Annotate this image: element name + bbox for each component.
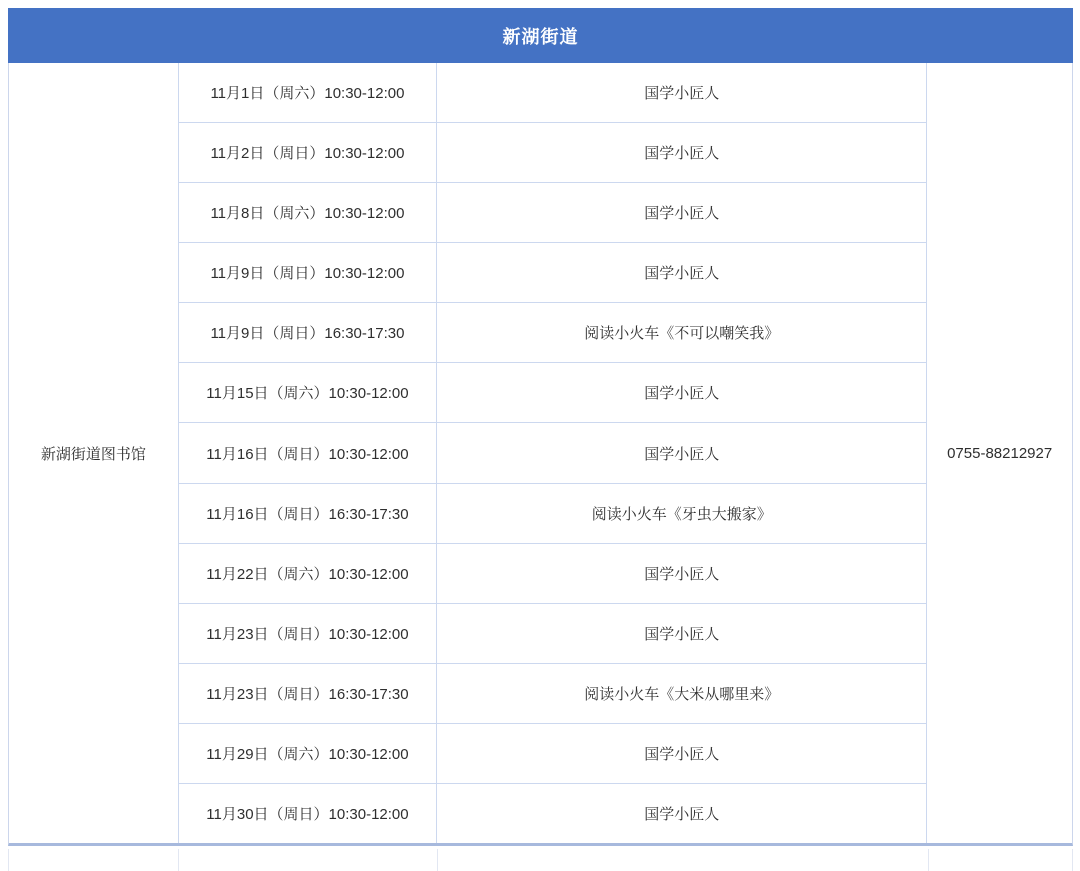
activity-cell: 国学小匠人 bbox=[437, 183, 926, 243]
next-section-partial-row bbox=[8, 849, 1073, 871]
section-title: 新湖街道 bbox=[502, 26, 579, 47]
datetime-cell: 11月9日（周日）16:30-17:30 bbox=[179, 303, 437, 363]
column-divider bbox=[437, 849, 438, 871]
datetime-cell: 11月16日（周日）16:30-17:30 bbox=[179, 484, 437, 544]
activity-cell: 国学小匠人 bbox=[437, 724, 926, 784]
phone-label: 0755-88212927 bbox=[947, 444, 1053, 462]
datetime-cell: 11月22日（周六）10:30-12:00 bbox=[179, 544, 437, 604]
datetime-cell: 11月23日（周日）16:30-17:30 bbox=[179, 664, 437, 724]
datetime-cell: 11月23日（周日）10:30-12:00 bbox=[179, 604, 437, 664]
column-divider bbox=[178, 849, 179, 871]
datetime-cell: 11月9日（周日）10:30-12:00 bbox=[179, 243, 437, 303]
activity-cell: 国学小匠人 bbox=[644, 805, 720, 823]
datetime-cell: 11月16日（周日）10:30-12:00 bbox=[179, 423, 437, 483]
activity-cell: 国学小匠人 bbox=[437, 544, 926, 604]
activity-cell: 国学小匠人 bbox=[437, 123, 926, 183]
activity-cell: 国学小匠人 bbox=[437, 423, 926, 483]
section-header bbox=[8, 8, 1073, 63]
activity-cell: 阅读小火车《大米从哪里来》 bbox=[437, 664, 926, 724]
activity-cell: 阅读小火车《牙虫大搬家》 bbox=[437, 484, 926, 544]
datetime-cell: 11月1日（周六）10:30-12:00 bbox=[179, 63, 437, 123]
column-divider bbox=[928, 849, 929, 871]
datetime-cell: 11月8日（周六）10:30-12:00 bbox=[179, 183, 437, 243]
activity-cell: 国学小匠人 bbox=[437, 243, 926, 303]
activity-cell: 国学小匠人 bbox=[437, 604, 926, 664]
datetime-cell: 11月2日（周日）10:30-12:00 bbox=[179, 123, 437, 183]
location-label: 新湖街道图书馆 bbox=[40, 445, 146, 463]
location-cell bbox=[9, 63, 179, 843]
phone-cell bbox=[927, 63, 1072, 843]
activity-cell: 阅读小火车《不可以嘲笑我》 bbox=[437, 303, 926, 363]
datetime-cell: 11月30日（周日）10:30-12:00 bbox=[206, 805, 409, 823]
datetime-cell: 11月15日（周六）10:30-12:00 bbox=[179, 363, 437, 423]
datetime-cell: 11月29日（周六）10:30-12:00 bbox=[179, 724, 437, 784]
datetime-column bbox=[179, 63, 438, 843]
schedule-table bbox=[8, 63, 1073, 846]
activity-cell: 国学小匠人 bbox=[437, 363, 926, 423]
activity-column bbox=[437, 63, 927, 843]
activity-cell: 国学小匠人 bbox=[437, 63, 926, 123]
